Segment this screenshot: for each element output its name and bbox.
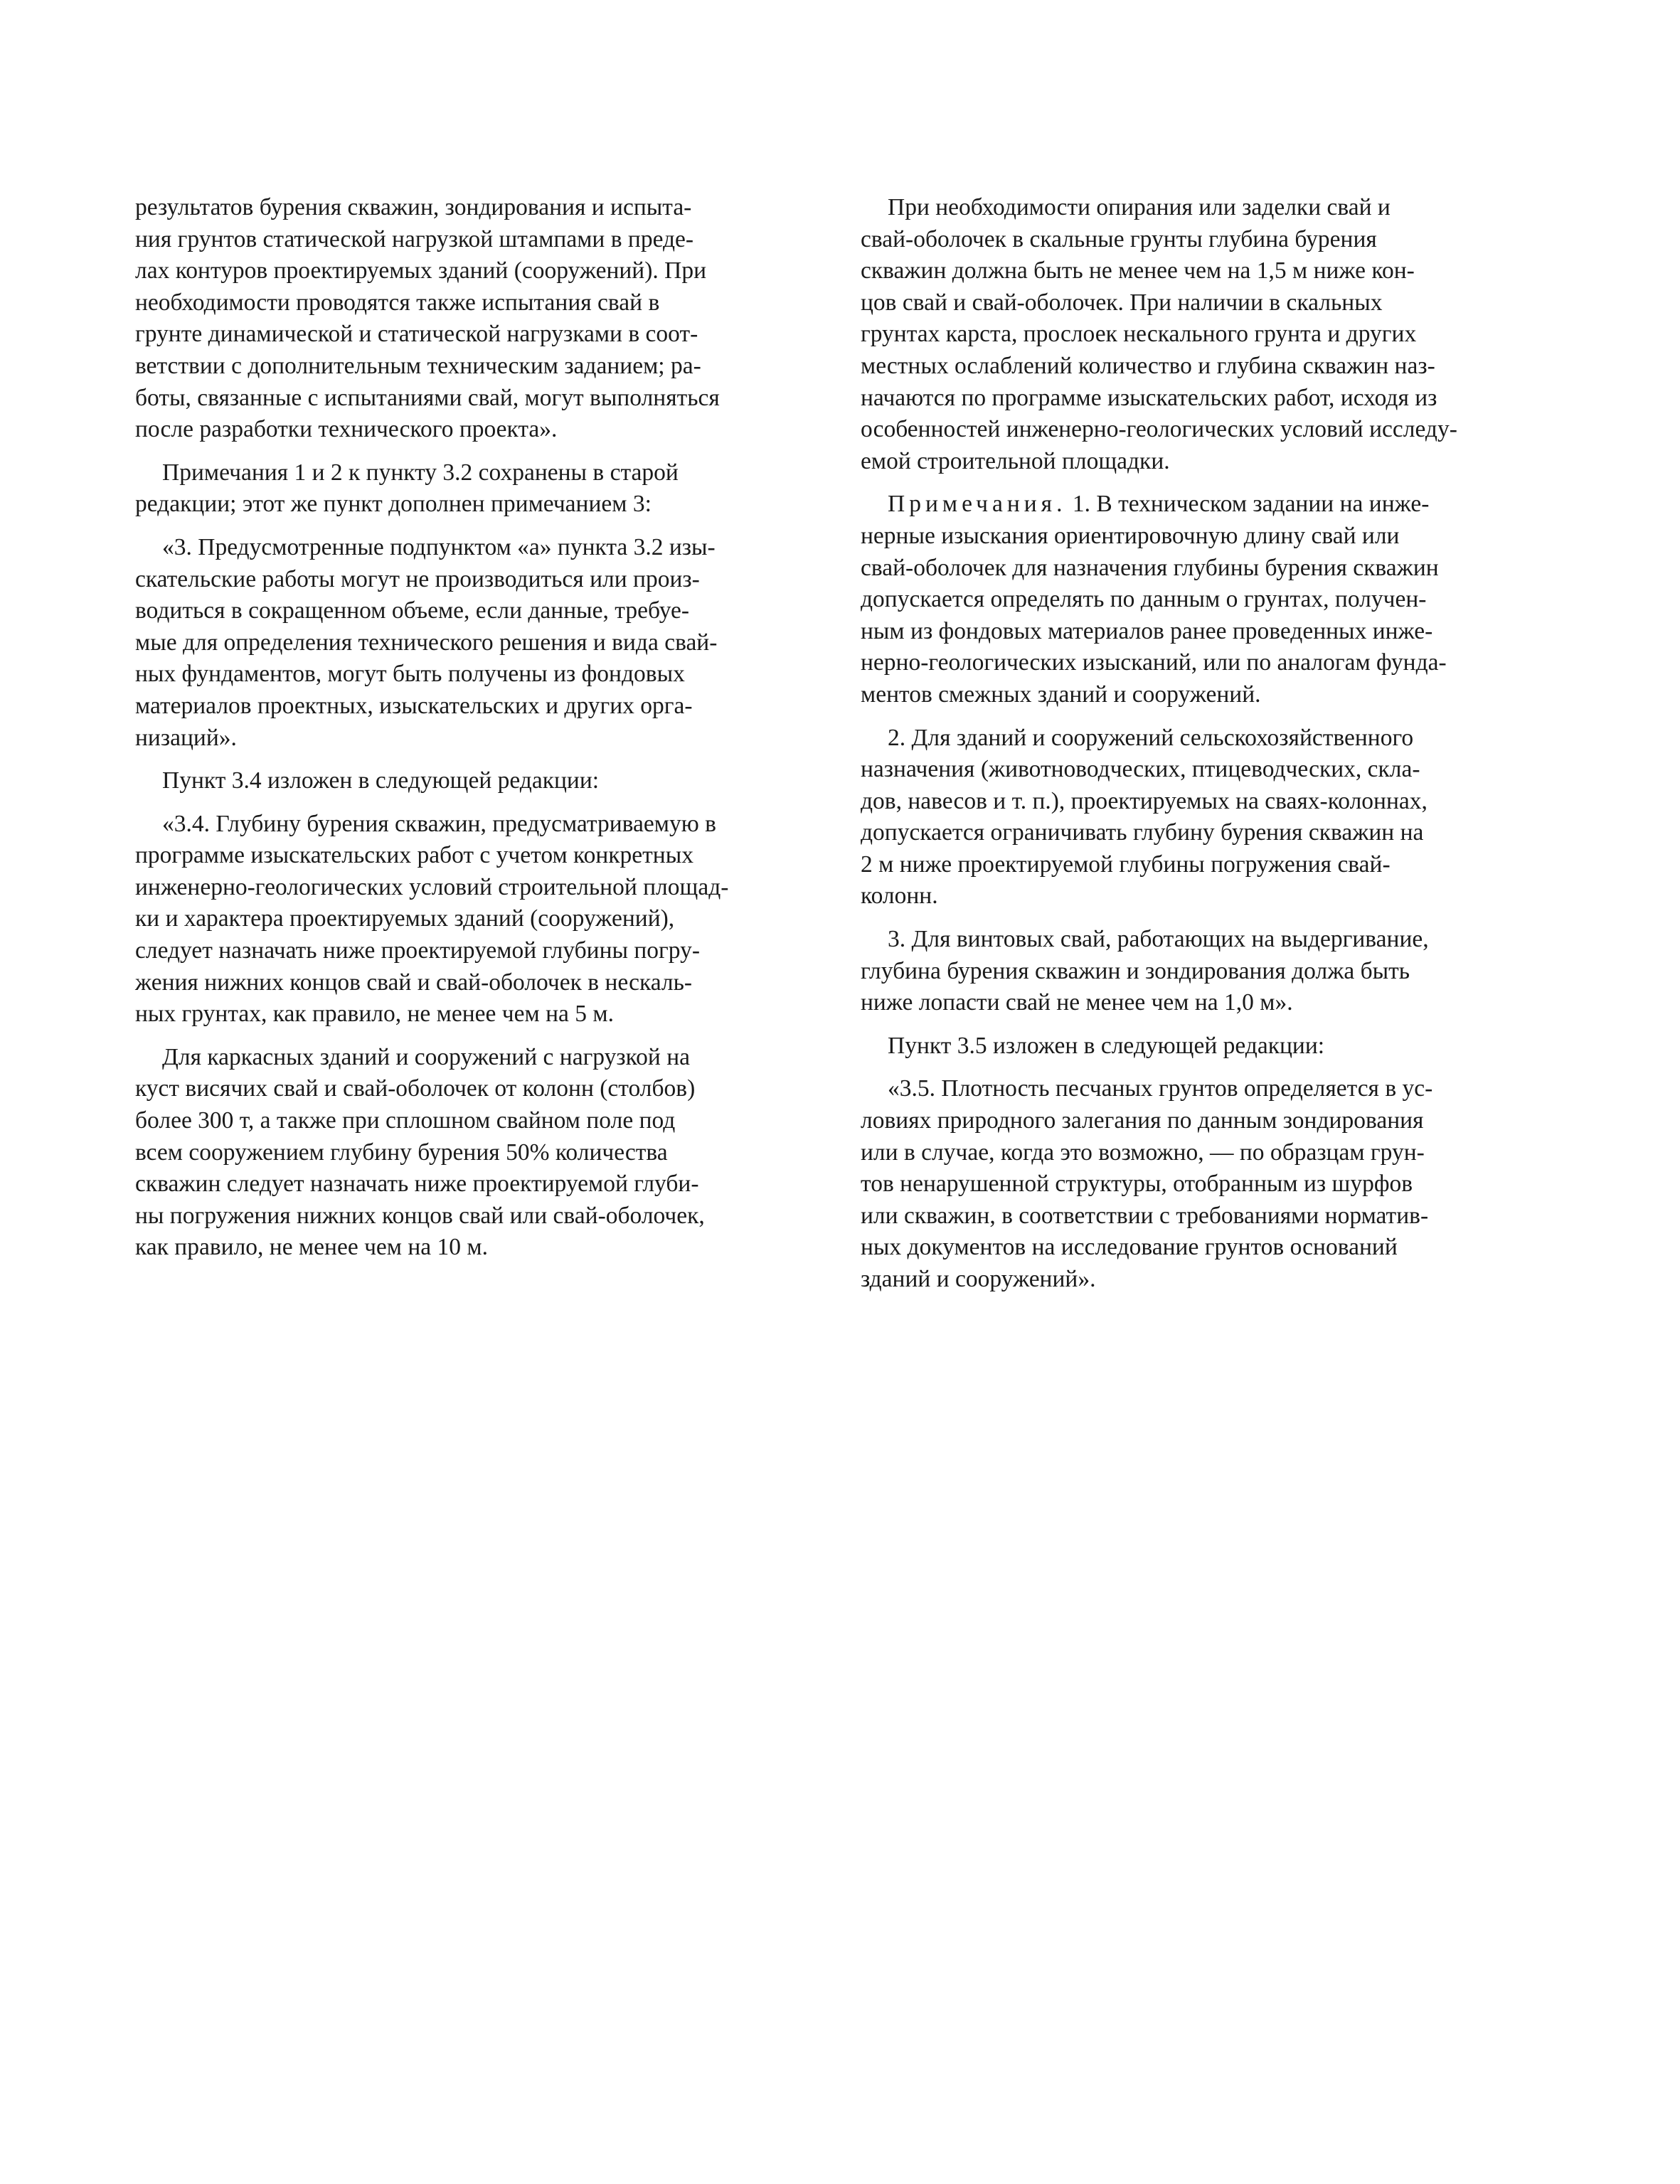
paragraph-notes <box>861 489 1579 710</box>
paragraph-clause-3-4: «3.4. Глубину бурения скважин, предусматриваемую в программе изыскательских работ с учетом конкретных инженерно-геологических условий строительной площад- ки и характера проектируемых зданий (сооружений), следует назначать ниже проектируемой глубины погру- жения нижних концов свай и свай-оболочек в нескаль- ных грунтах, как правило, не менее чем на 5 м. <box>135 810 729 1028</box>
paragraph-note-3-screw-piles: 3. Для винтовых свай, работающих на выдергивание, глубина бурения скважин и зондирования должа быть ниже лопасти свай не менее чем на 1,0 м». <box>861 926 1429 1016</box>
paragraph-note-2: 2. Для зданий и сооружений сельскохозяйственного назначения (животноводческих, птицеводческих, скла- дов, навесов и т. п.), проектируемых на сваях-колоннах, допускается ограничивать глубину бурения скважин на 2 м ниже проектируемой глубины погружения свай- колонн. <box>861 724 1428 910</box>
notes-heading: Примечания. <box>888 491 1067 518</box>
paragraph-frame-buildings: Для каркасных зданий и сооружений с нагрузкой на куст висячих свай и свай-оболочек от колонн (столбов) более 300 т, а также при сплошном свайном поле под всем сооружением глубину бурения 50% количества скважин следует назначать ниже проектируемой глуби- ны погружения нижних концов свай или свай-оболочек, как правило, не менее чем на 10 м. <box>135 1043 705 1261</box>
paragraph-note-3: «3. Предусмотренные подпунктом «а» пункта 3.2 изы- скательские работы могут не производиться или произ- водиться в сокращенном объеме, если данные, требуе- мые для определения технического решения и вида свай- ных фундаментов, могут быть получены из фондовых материалов проектных, изыскательских и других орга- низаций». <box>135 533 718 751</box>
paragraph-clause-3-5: «3.5. Плотность песчаных грунтов определяется в ус- ловиях природного залегания по данным зондирования или в случае, когда это возможно, — по образцам грун- тов ненарушенной структуры, отобранным из шурфов или скважин, в соответствии с требованиями норматив- ных документов на исследование грунтов оснований зданий и сооружений». <box>861 1075 1433 1292</box>
paragraph-results-continuation: результатов бурения скважин, зондирования и испыта- ния грунтов статической нагрузкой штампами в преде- лах контуров проектируемых зданий (сооружений). При необходимости проводятся также испытания свай в грунте динамической и статической нагрузками в соот- ветствии с дополнительным техническим заданием; ра- боты, связанные с испытаниями свай, могут выполняться после разработки технического проекта». <box>135 194 720 443</box>
left-column <box>135 192 854 1275</box>
right-column <box>861 192 1579 1307</box>
paragraph-notes-3-2: Примечания 1 и 2 к пункту 3.2 сохранены в старой редакции; этот же пункт дополнен примечанием 3: <box>135 459 679 518</box>
paragraph-clause-3-4-heading: Пункт 3.4 изложен в следующей редакции: <box>162 767 600 794</box>
paragraph-clause-3-5-heading: Пункт 3.5 изложен в следующей редакции: <box>888 1032 1325 1059</box>
notes-body: 1. В техническом задании на инже- нерные изыскания ориентировочную длину свай или свай-оболочек для назначения глубины бурения скважин допускается определять по данным о грунтах, получен- ным из фондовых материалов ранее проведенных инже- нерно-геологических изысканий, или по аналогам фунда- ментов смежных зданий и сооружений. <box>861 491 1447 708</box>
paragraph-rock-soils: При необходимости опирания или заделки свай и свай-оболочек в скальные грунты глубина бурения скважин должна быть не менее чем на 1,5 м ниже кон- цов свай и свай-оболочек. При наличии в скальных грунтах карста, прослоек нескального грунта и других местных ослаблений количество и глубина скважин наз- начаются по программе изыскательских работ, исходя из особенностей инженерно-геологических условий исследу- емой строительной площадки. <box>861 194 1457 474</box>
